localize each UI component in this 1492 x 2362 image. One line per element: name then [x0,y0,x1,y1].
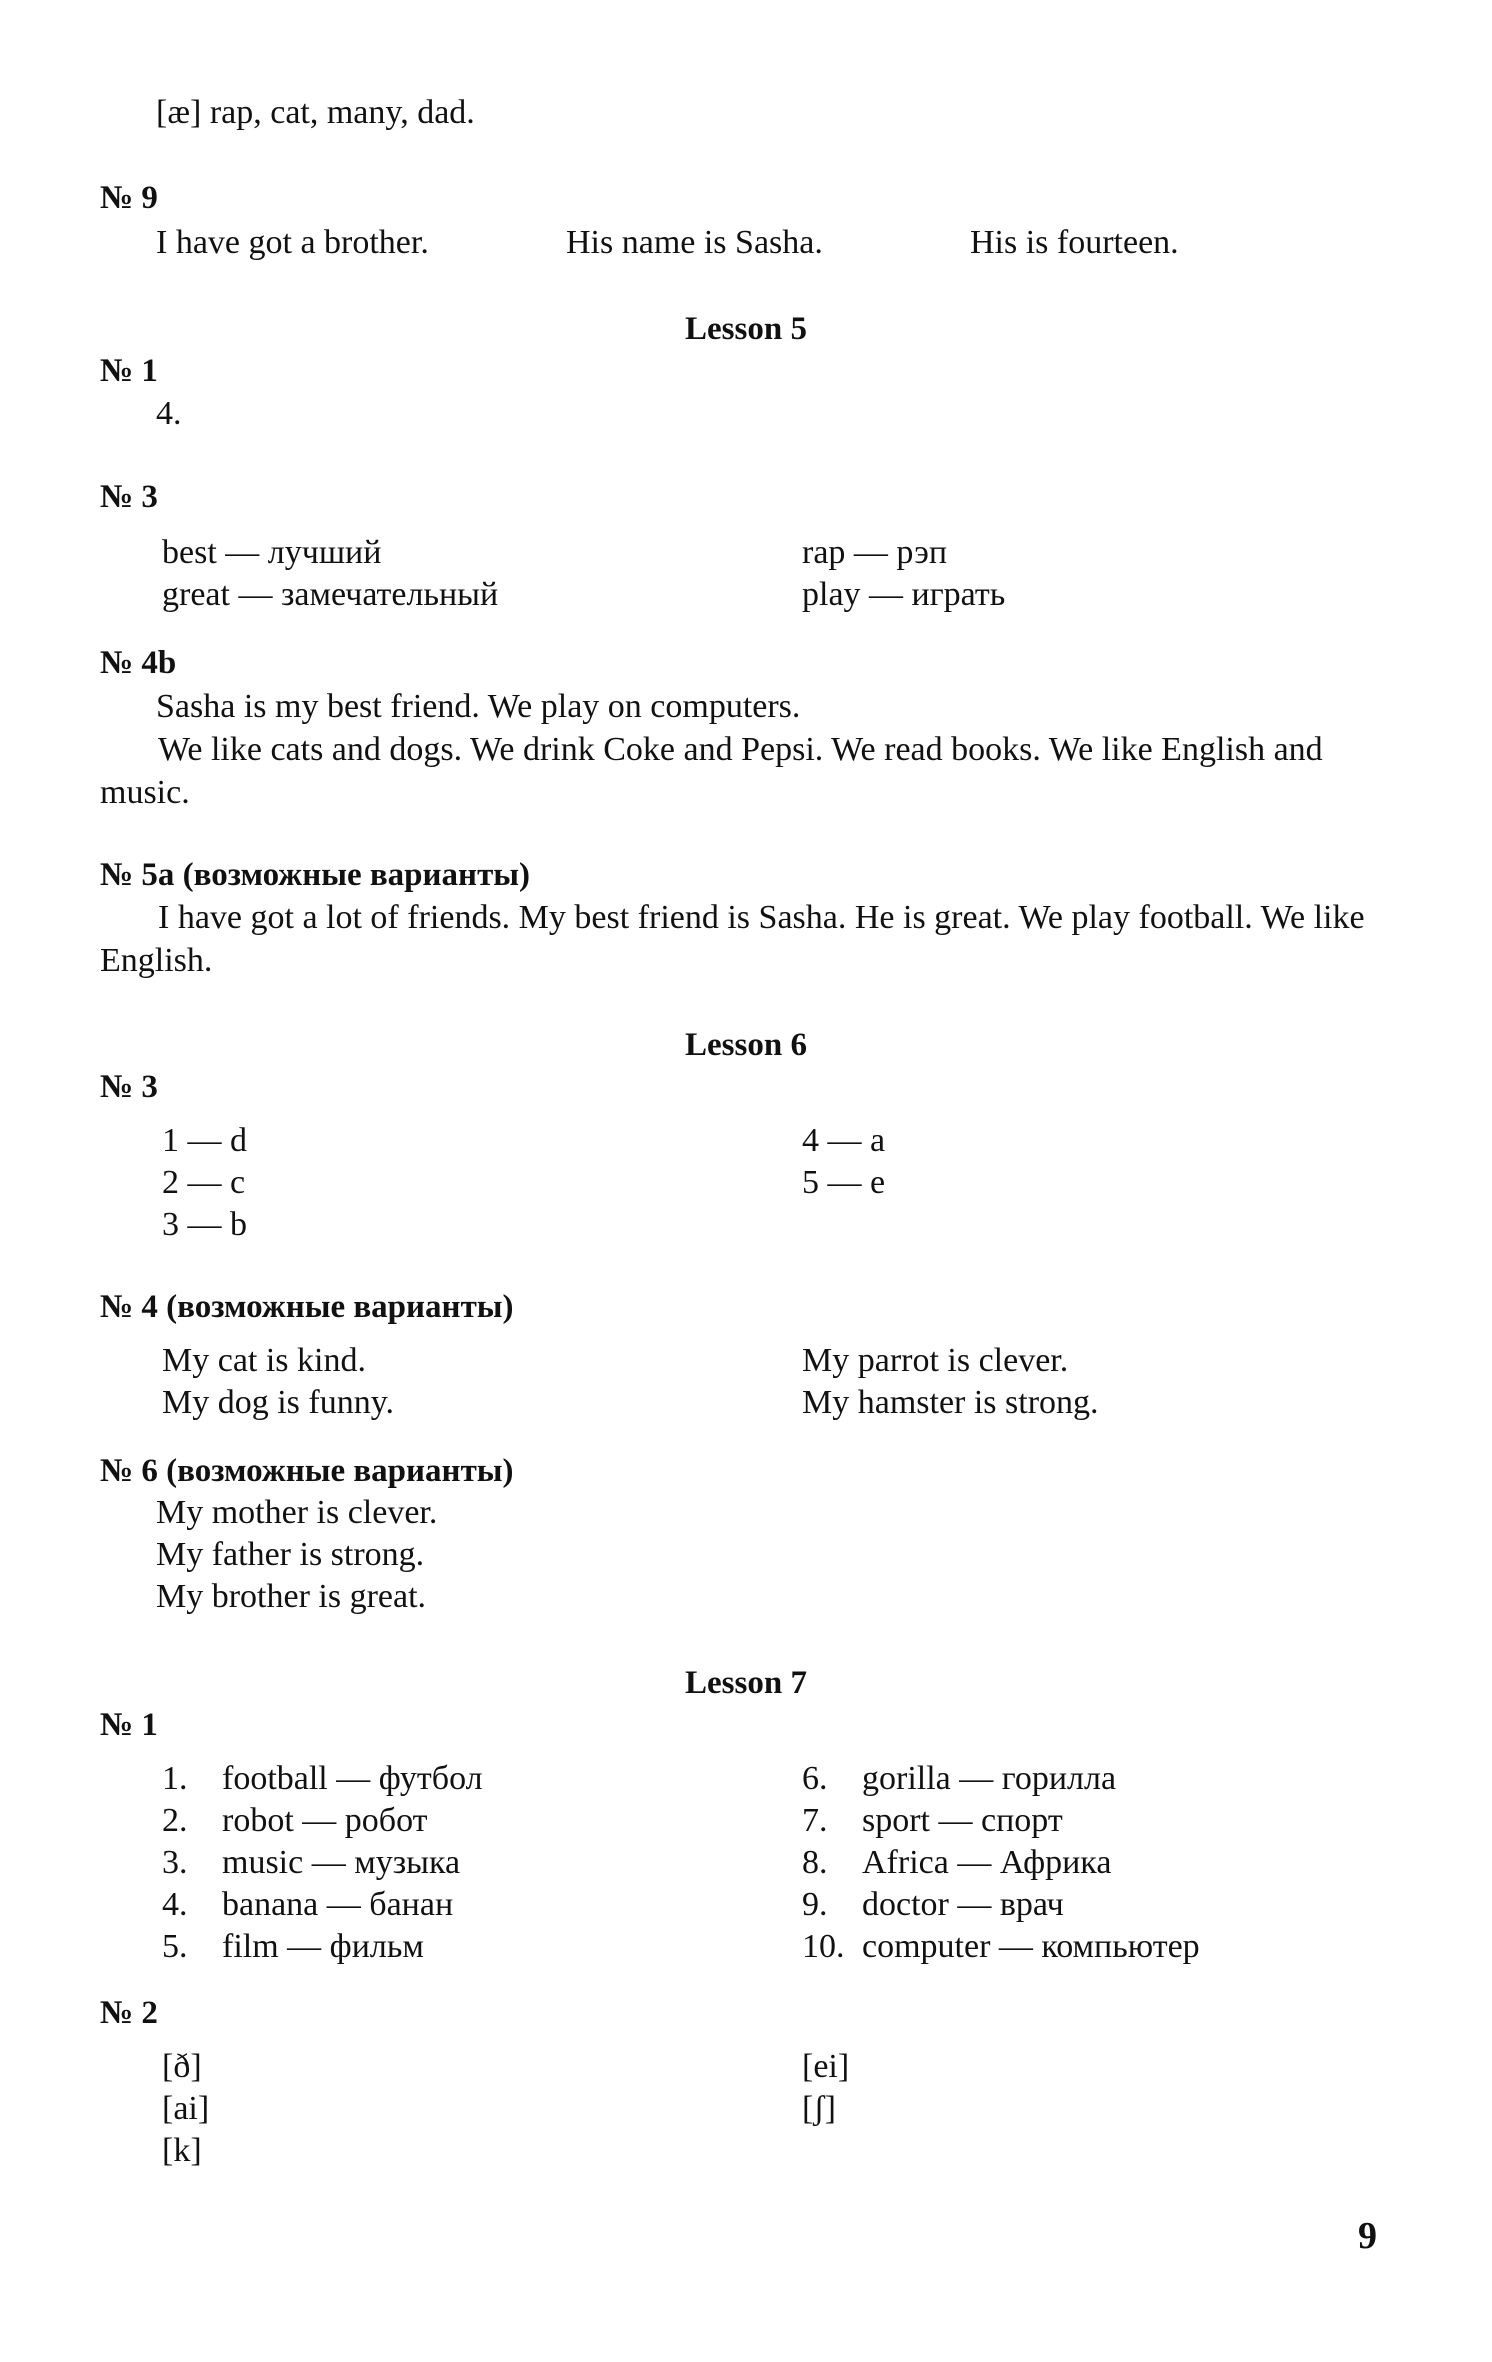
match-item: 2 — c [162,1164,246,1201]
page-number: 9 [1358,2215,1377,2257]
list-item: 9. doctor — врач [802,1886,1064,1923]
sentence: I have got a brother. [156,224,429,261]
paragraph-text: We like cats and dogs. We drink Coke and Pepsi. We read books. We like English and music. [100,731,1323,811]
exercise-heading: № 5a (возможные варианты) [100,857,531,893]
exercise-heading: № 6 (возможные варианты) [100,1453,514,1489]
paragraph-text: I have got a lot of friends. My best friend is Sasha. He is great. We play football. We like English. [100,899,1365,979]
match-item: 4 — a [802,1122,886,1159]
exercise-heading: № 3 [100,479,158,515]
phonetic-symbol: [ð] [162,2048,202,2085]
list-item: 8. Africa — Африка [802,1844,1112,1881]
lesson-title: Lesson 7 [685,1665,807,1701]
phonetic-symbol: [k] [162,2132,202,2169]
exercise-heading: № 1 [100,353,158,389]
sentence: His name is Sasha. [566,224,823,261]
list-item: 2. robot — робот [162,1802,428,1839]
exercise-heading: № 1 [100,1707,158,1743]
list-item: 7. sport — спорт [802,1802,1063,1839]
lesson-title: Lesson 5 [685,311,807,347]
list-item: 6. gorilla — горилла [802,1760,1117,1797]
match-item: 3 — b [162,1206,247,1243]
list-item: 4. banana — банан [162,1886,454,1923]
paragraph [100,896,1390,982]
exercise-heading: № 2 [100,1995,158,2031]
exercise-heading: № 4 (возможные варианты) [100,1289,514,1325]
list-item: 1. football — футбол [162,1760,483,1797]
vocab-item: rap — рэп [802,534,948,571]
sentence: My hamster is strong. [802,1384,1099,1421]
exercise-heading: № 9 [100,180,158,216]
phonetic-symbol: [ai] [162,2090,210,2127]
answer: 4. [156,395,182,432]
sentence: My mother is clever. [156,1494,438,1531]
phonetic-symbol: [ʃ] [802,2090,836,2127]
sentence: My parrot is clever. [802,1342,1069,1379]
vocab-item: great — замечательный [162,576,499,613]
list-item: 10. computer — компьютер [802,1928,1200,1965]
lesson-title: Lesson 6 [685,1027,807,1063]
list-item: 5. film — фильм [162,1928,424,1965]
phonetic-symbol: [ei] [802,2048,850,2085]
sentence: My dog is funny. [162,1384,395,1421]
sentence: My brother is great. [156,1578,427,1615]
sentence: His is fourteen. [970,224,1179,261]
paragraph [100,728,1390,814]
phonetic-line: [æ] rap, cat, many, dad. [156,94,475,131]
exercise-heading: № 3 [100,1069,158,1105]
sentence: My father is strong. [156,1536,425,1573]
match-item: 5 — e [802,1164,886,1201]
list-item: 3. music — музыка [162,1844,461,1881]
paragraph-line: Sasha is my best friend. We play on computers. [156,688,801,725]
vocab-item: best — лучший [162,534,382,571]
vocab-item: play — играть [802,576,1006,613]
sentence: My cat is kind. [162,1342,366,1379]
exercise-heading: № 4b [100,645,177,681]
match-item: 1 — d [162,1122,247,1159]
